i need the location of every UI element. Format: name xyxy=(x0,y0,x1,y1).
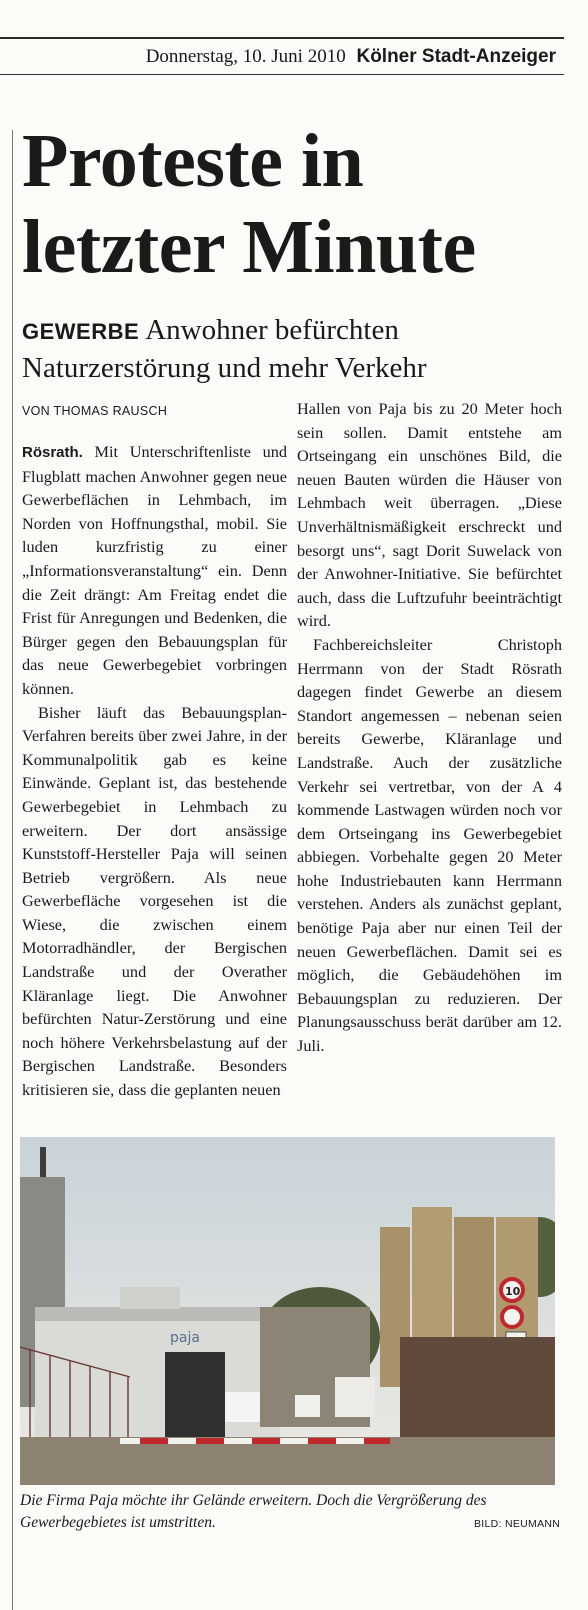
newspaper-name: Kölner Stadt-Anzeiger xyxy=(356,46,556,67)
subheadline xyxy=(22,312,562,386)
photo-caption: Die Firma Paja möchte ihr Gelände erweitern. Doch die Vergrößerung des Gewerbegebietes ist umstritten. xyxy=(20,1492,487,1531)
headline xyxy=(22,118,562,290)
photo-credit: BILD: NEUMANN xyxy=(474,1518,561,1530)
photo-pallets xyxy=(400,1337,555,1447)
column-rule xyxy=(12,130,13,1610)
photo-gate xyxy=(165,1352,225,1447)
byline: VON THOMAS RAUSCH xyxy=(22,404,168,418)
headline-line-1: Proteste in xyxy=(22,119,364,203)
header-rule xyxy=(0,74,564,75)
kicker: GEWERBE xyxy=(22,319,140,344)
article-photo xyxy=(20,1137,555,1485)
article-column-left xyxy=(22,440,287,1102)
article-paragraph: Bisher läuft das Bebauungsplan-Verfahren bereits über zwei Jahre, in der Kommunalpolitik gab es keine Einwände. Geplant ist, das bestehende Gewerbegebiet in Lehmbach zu erweitern. Der dort ansässige Kunststoff-Hersteller Paja will seinen Betrieb vergrößern. Als neue Gewerbefläche vorgesehen ist die Wiese, die zwischen einem Motorradhändler, der Bergischen Landstraße und der Overather Kläranlage liegt. Die Anwohner befürchten Natur-Zerstörung und eine noch höhere Verkehrsbelastung auf der Bergischen Landstraße. Besonders kritisieren sie, dass die geplanten neuen xyxy=(22,702,287,1100)
photo-warehouse xyxy=(35,1317,280,1447)
dateline: Rösrath. xyxy=(22,444,83,461)
issue-date: Donnerstag, 10. Juni 2010 xyxy=(145,46,346,67)
top-rule xyxy=(0,37,564,39)
photo-ground xyxy=(20,1437,555,1485)
article-paragraph: Rösrath. Mit Unterschriftenliste und Flugblatt machen Anwohner gegen neue Gewerbeflächen in Lehmbach, im Norden von Hoffnungsthal, mobil. Sie luden kurzfristig zu einer „Informationsveranstaltung“ ein. Denn die Zeit drängt: Am Freitag endet die Frist für Anregungen und Bedenken, die Bürger gegen den Bebauungsplan für das neue Gewerbegebiet vorbringen können. xyxy=(22,442,287,698)
headline-line-2: letzter Minute xyxy=(22,205,476,289)
page-header xyxy=(0,42,556,72)
article-paragraph: Fachbereichsleiter Christoph Herrmann von der Stadt Rösrath dagegen findet Gewerbe an diesem Standort angemessen – nebenan seien bereits Gewerbe, Kläranlage und Landstraße. Auch der zusätzliche Verkehr sei vertretbar, von der A 4 kommende Lastwagen würden noch vor dem Ortseingang ins Gewerbegebiet abbiegen. Vorbehalte gegen 20 Meter hohe Industriebauten kann Herrmann verstehen. Anders als zunächst geplant, benötige Paja aber nur einen Teil der neuen Gewerbeflächen. Damit sei es möglich, die Gebäudehöhen im Bebauungsplan zu reduzieren. Der Planungsausschuss berät darüber am 12. Juli. xyxy=(297,634,562,1056)
subheadline-text: Anwohner befürchten Naturzerstörung und mehr Verkehr xyxy=(22,314,427,384)
photo-barrier xyxy=(120,1438,390,1444)
article-paragraph: Hallen von Paja bis zu 20 Meter hoch sein sollen. Damit entstehe am Ortseingang ein unschönes Bild, die neuen Bauten würden die Häuser von Lehmbach weit überragen. „Diese Unverhältnismäßigkeit erschreckt und besorgt uns“, sagt Dorit Suwelack von der Anwohner-Initiative. Sie befürchtet auch, dass die Luftzufuhr beeinträchtigt wird. xyxy=(297,399,562,631)
photo-company-sign: paja xyxy=(170,1330,200,1346)
article-column-right xyxy=(297,397,562,1058)
photo-speed-limit: 10 xyxy=(505,1285,521,1298)
